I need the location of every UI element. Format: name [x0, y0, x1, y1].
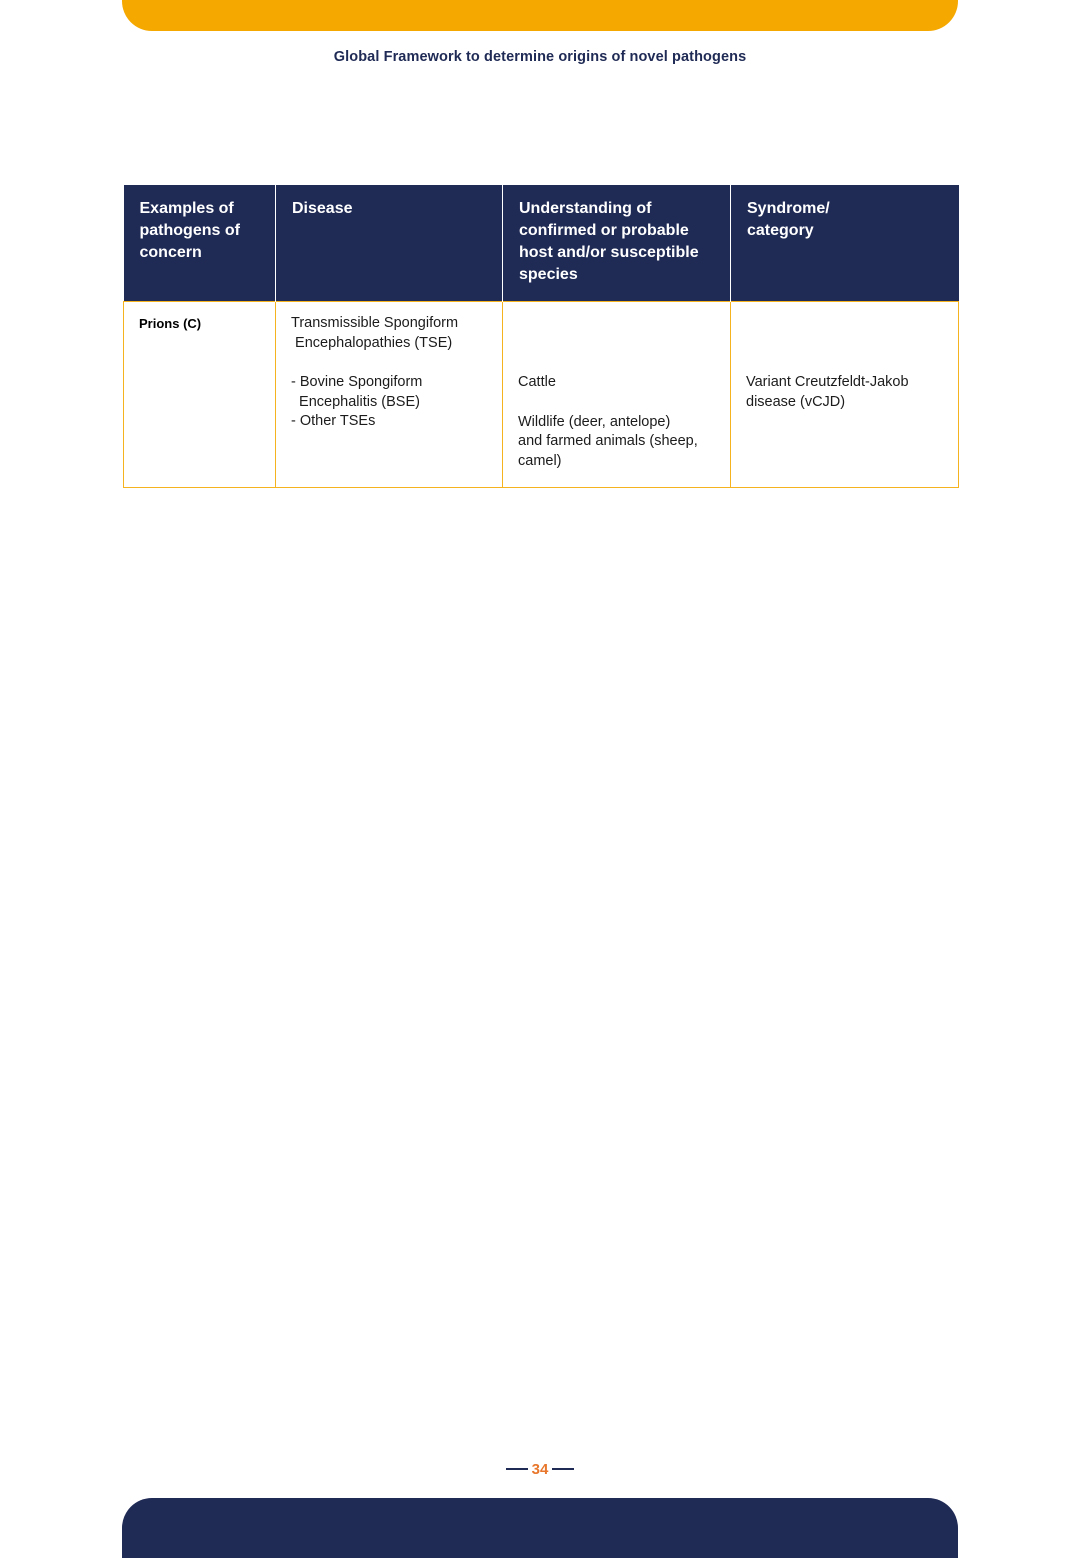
header-line: confirmed or probable — [519, 222, 689, 239]
bottom-decorative-band — [122, 1498, 958, 1558]
syndrome-line: disease (vCJD) — [746, 393, 846, 410]
page-number — [0, 1461, 1080, 1478]
table-row — [124, 302, 959, 488]
pathogen-name: Prions (C) — [139, 316, 202, 331]
spacer — [518, 314, 718, 373]
dash-left-icon — [506, 1468, 528, 1470]
pathogen-table-container — [123, 185, 958, 488]
disease-cell — [276, 302, 503, 488]
pathogen-table — [123, 185, 959, 488]
host-line: camel) — [518, 452, 562, 469]
header-line: category — [747, 222, 814, 239]
host-line: and farmed animals (sheep, — [518, 433, 698, 449]
host-line: Wildlife (deer, antelope) — [518, 413, 671, 430]
column-header-host — [503, 185, 731, 302]
document-title: Global Framework to determine origins of novel pathogens — [333, 49, 747, 65]
column-header-syndrome — [731, 185, 959, 302]
disease-line: - Bovine Spongiform — [291, 374, 423, 390]
syndrome-cell — [731, 302, 959, 488]
header-line: Disease — [292, 200, 353, 217]
header-line: host and/or susceptible — [519, 244, 699, 261]
spacer — [518, 393, 718, 413]
column-header-pathogens — [124, 185, 276, 302]
header-line: Syndrome/ — [747, 200, 830, 217]
disease-line: Encephalopathies (TSE) — [291, 334, 453, 351]
host-cell — [503, 302, 731, 488]
header-line: Examples of — [139, 200, 234, 217]
table-header-row — [124, 185, 959, 302]
disease-line: Transmissible Spongiform — [291, 315, 459, 331]
spacer — [291, 353, 490, 373]
header-line: concern — [139, 244, 202, 261]
pathogen-cell — [124, 302, 276, 488]
page-number-text: 34 — [531, 1461, 549, 1478]
dash-right-icon — [552, 1468, 574, 1470]
top-decorative-band — [122, 0, 958, 31]
disease-line: Encephalitis (BSE) — [291, 393, 420, 410]
host-line: Cattle — [518, 374, 556, 390]
syndrome-line: Variant Creutzfeldt-Jakob — [746, 374, 909, 390]
column-header-disease — [276, 185, 503, 302]
disease-line: - Other TSEs — [291, 413, 376, 429]
header-line: Understanding of — [519, 200, 652, 217]
header-line: pathogens of — [139, 222, 240, 239]
spacer — [746, 314, 946, 373]
header-line: species — [519, 266, 578, 283]
